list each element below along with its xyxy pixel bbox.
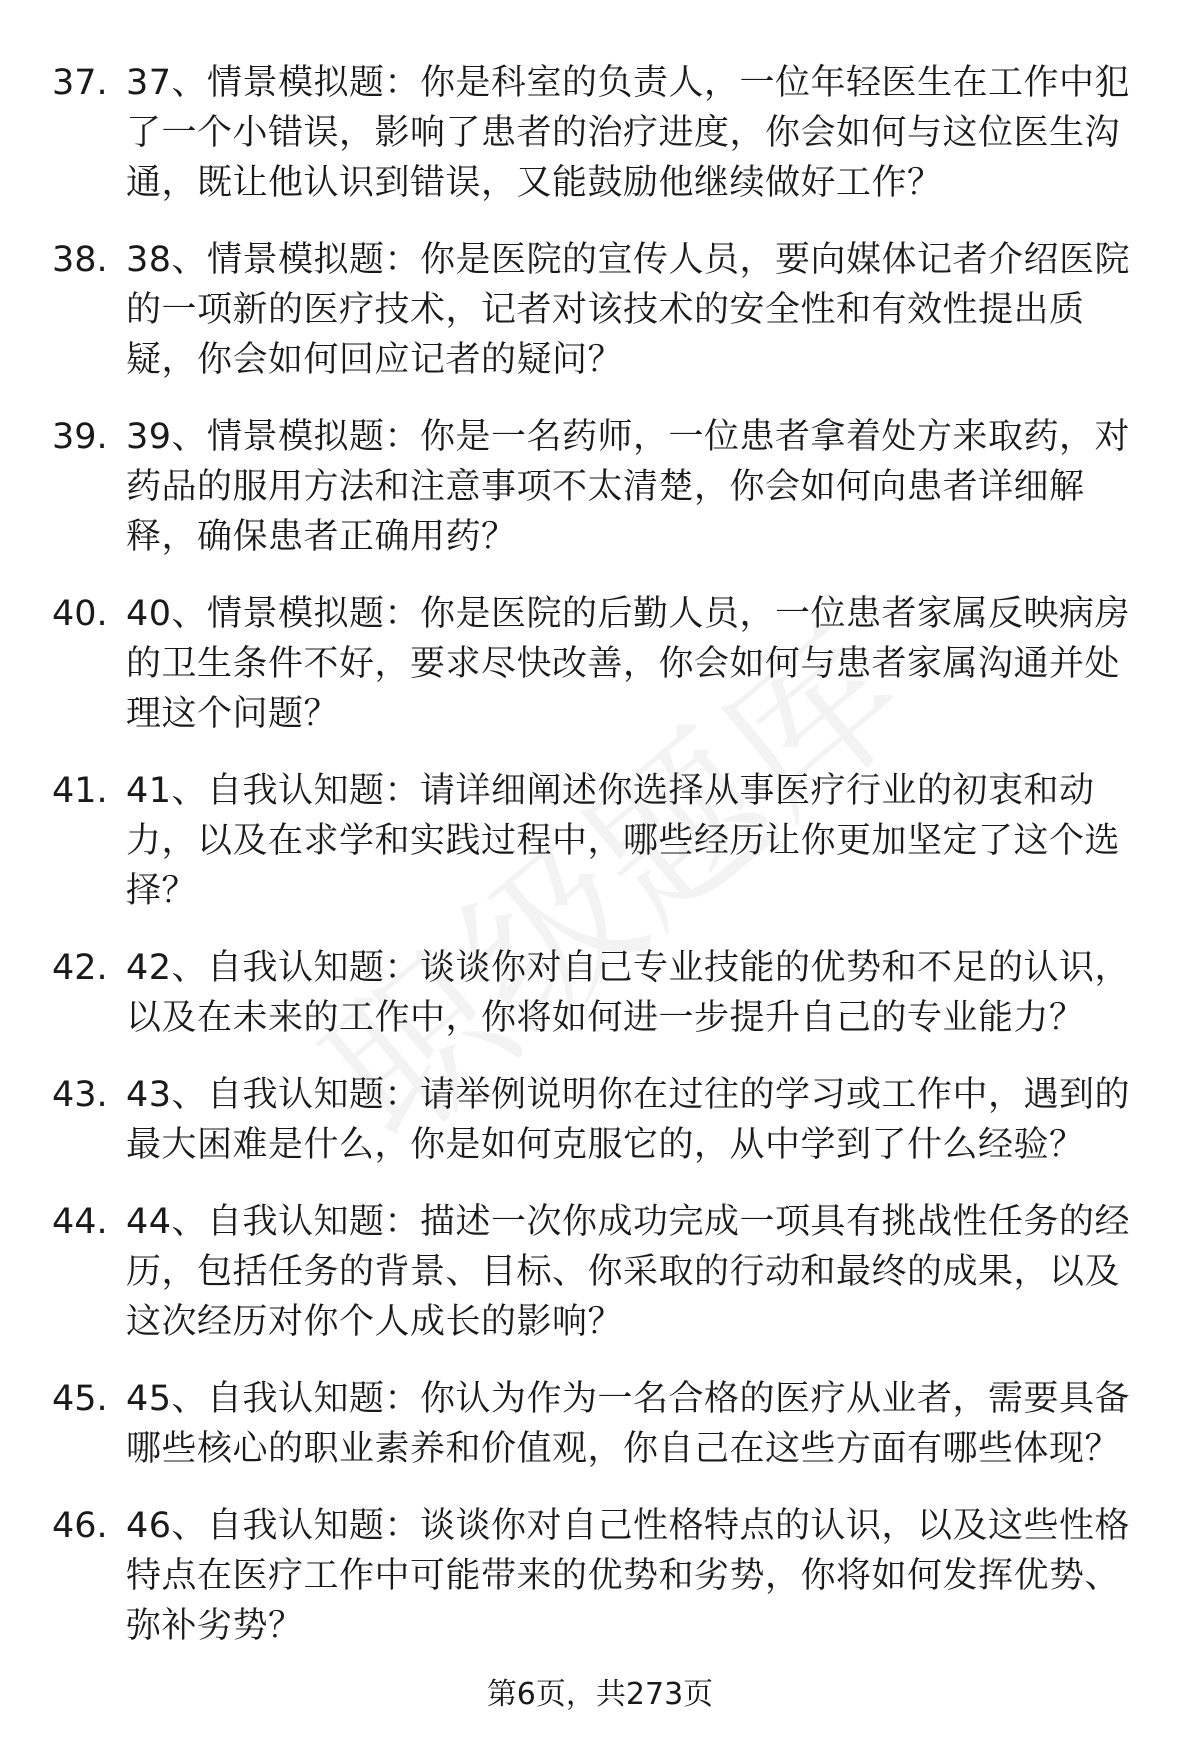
- question-text: 45、自我认知题：你认为作为一名合格的医疗从业者，需要具备哪些核心的职业素养和价值观，你自己在这些方面有哪些体现？: [126, 1379, 1131, 1469]
- question-item: [52, 1501, 1142, 1651]
- question-item: [52, 943, 1142, 1043]
- question-text: 37、情景模拟题：你是科室的负责人，一位年轻医生在工作中犯了一个小错误，影响了患者的治疗进度，你会如何与这位医生沟通，既让他认识到错误，又能鼓励他继续做好工作？: [126, 63, 1131, 203]
- question-item: [52, 1070, 1142, 1170]
- question-text: 44、自我认知题：描述一次你成功完成一项具有挑战性任务的经历，包括任务的背景、目标、你采取的行动和最终的成果，以及这次经历对你个人成长的影响？: [126, 1202, 1131, 1342]
- page-number-footer: 第6页，共273页: [486, 1677, 714, 1712]
- question-text: 46、自我认知题：谈谈你对自己性格特点的认识，以及这些性格特点在医疗工作中可能带来的优势和劣势，你将如何发挥优势、弥补劣势？: [126, 1506, 1131, 1646]
- question-number: 39.: [52, 417, 108, 457]
- question-number: 37.: [52, 63, 108, 103]
- question-number: 38.: [52, 240, 108, 280]
- question-number: 45.: [52, 1379, 108, 1419]
- question-item: [52, 235, 1142, 385]
- question-item: [52, 58, 1142, 208]
- question-number: 40.: [52, 594, 108, 634]
- question-number: 44.: [52, 1202, 108, 1242]
- question-text: 38、情景模拟题：你是医院的宣传人员，要向媒体记者介绍医院的一项新的医疗技术，记者对该技术的安全性和有效性提出质疑，你会如何回应记者的疑问？: [126, 240, 1131, 380]
- question-item: [52, 1197, 1142, 1347]
- question-text: 39、情景模拟题：你是一名药师，一位患者拿着处方来取药，对药品的服用方法和注意事项不太清楚，你会如何向患者详细解释，确保患者正确用药？: [126, 417, 1131, 557]
- question-list: [52, 58, 1142, 1678]
- question-item: [52, 766, 1142, 916]
- question-text: 42、自我认知题：谈谈你对自己专业技能的优势和不足的认识，以及在未来的工作中，你将如何进一步提升自己的专业能力？: [126, 948, 1131, 1038]
- question-text: 43、自我认知题：请举例说明你在过往的学习或工作中，遇到的最大困难是什么，你是如何克服它的，从中学到了什么经验？: [126, 1075, 1131, 1165]
- question-item: [52, 412, 1142, 562]
- question-item: [52, 1374, 1142, 1474]
- question-number: 42.: [52, 948, 108, 988]
- question-number: 41.: [52, 771, 108, 811]
- question-text: 40、情景模拟题：你是医院的后勤人员，一位患者家属反映病房的卫生条件不好，要求尽快改善，你会如何与患者家属沟通并处理这个问题？: [126, 594, 1131, 734]
- question-number: 46.: [52, 1506, 108, 1546]
- question-number: 43.: [52, 1075, 108, 1115]
- question-item: [52, 589, 1142, 739]
- question-text: 41、自我认知题：请详细阐述你选择从事医疗行业的初衷和动力，以及在求学和实践过程中，哪些经历让你更加坚定了这个选择？: [126, 771, 1121, 911]
